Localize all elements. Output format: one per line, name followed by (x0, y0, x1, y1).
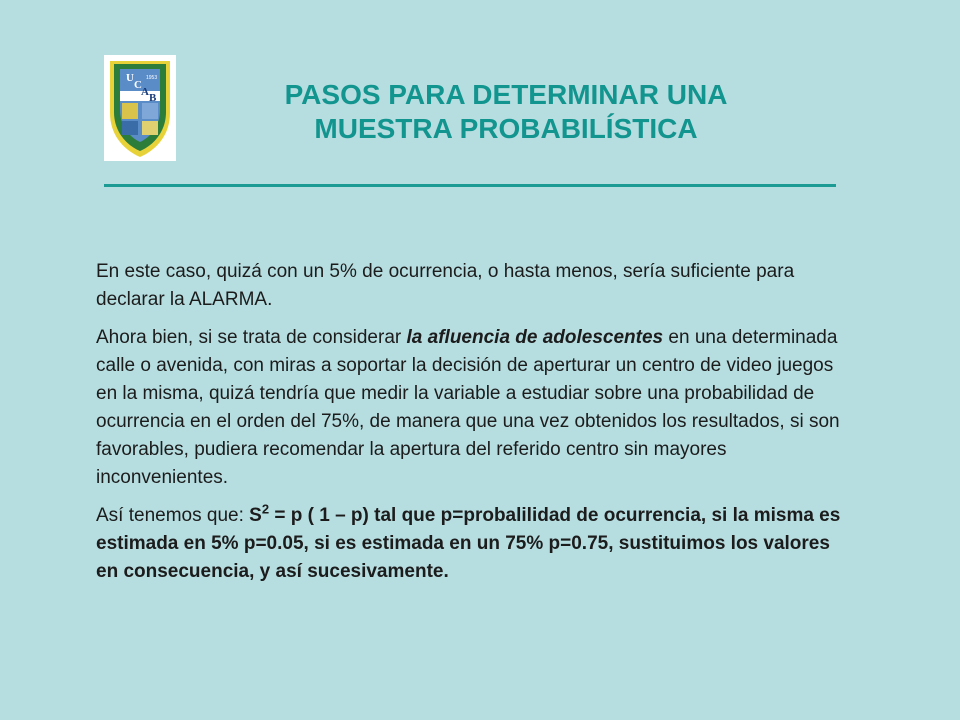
paragraph-1: En este caso, quizá con un 5% de ocurrencia, o hasta menos, sería suficiente para declarar la ALARMA. (96, 261, 795, 310)
logo-initial-b: B (149, 92, 157, 104)
logo-initial-a: A (141, 86, 149, 98)
title-divider (104, 184, 836, 187)
logo-initial-c: C (134, 79, 142, 91)
logo-year: 1953 (146, 75, 158, 81)
title-line-1: PASOS PARA DETERMINAR UNA (284, 79, 728, 110)
logo-initial-u: U (126, 72, 134, 84)
formula-exponent: 2 (261, 501, 270, 517)
paragraph-2 (96, 324, 856, 492)
paragraph-3 (96, 502, 856, 586)
formula-s: S (249, 505, 262, 526)
page-title (196, 78, 816, 146)
university-logo (104, 55, 176, 161)
university-shield-icon (104, 55, 176, 161)
title-line-2: MUESTRA PROBABILÍSTICA (314, 113, 698, 144)
emphasis-adolescentes: la afluencia de adolescentes (406, 327, 664, 348)
content-body (96, 258, 856, 596)
paragraph-3-start: Así tenemos que: (96, 505, 250, 526)
paragraph-2-rest: en una determinada calle o avenida, con miras a soportar la decisión de aperturar un centro de video juegos en la misma, quizá tendría que medir la variable a estudiar sobre una probabilidad de ocurrencia en el orden del 75%, de manera que una vez obtenidos los resultados, si son favorables, pudiera recomendar la apertura del referido centro sin mayores inconvenientes. (96, 327, 840, 488)
formula-text: = p ( 1 – p) tal que p=probalilidad de ocurrencia, si la misma es estimada en 5% p=0.05, si es estimada en un 75% p=0.75, sustituimos los valores en consecuencia, y así sucesivamente. (96, 505, 841, 582)
paragraph-2-start: Ahora bien, si se trata de considerar (96, 327, 407, 348)
